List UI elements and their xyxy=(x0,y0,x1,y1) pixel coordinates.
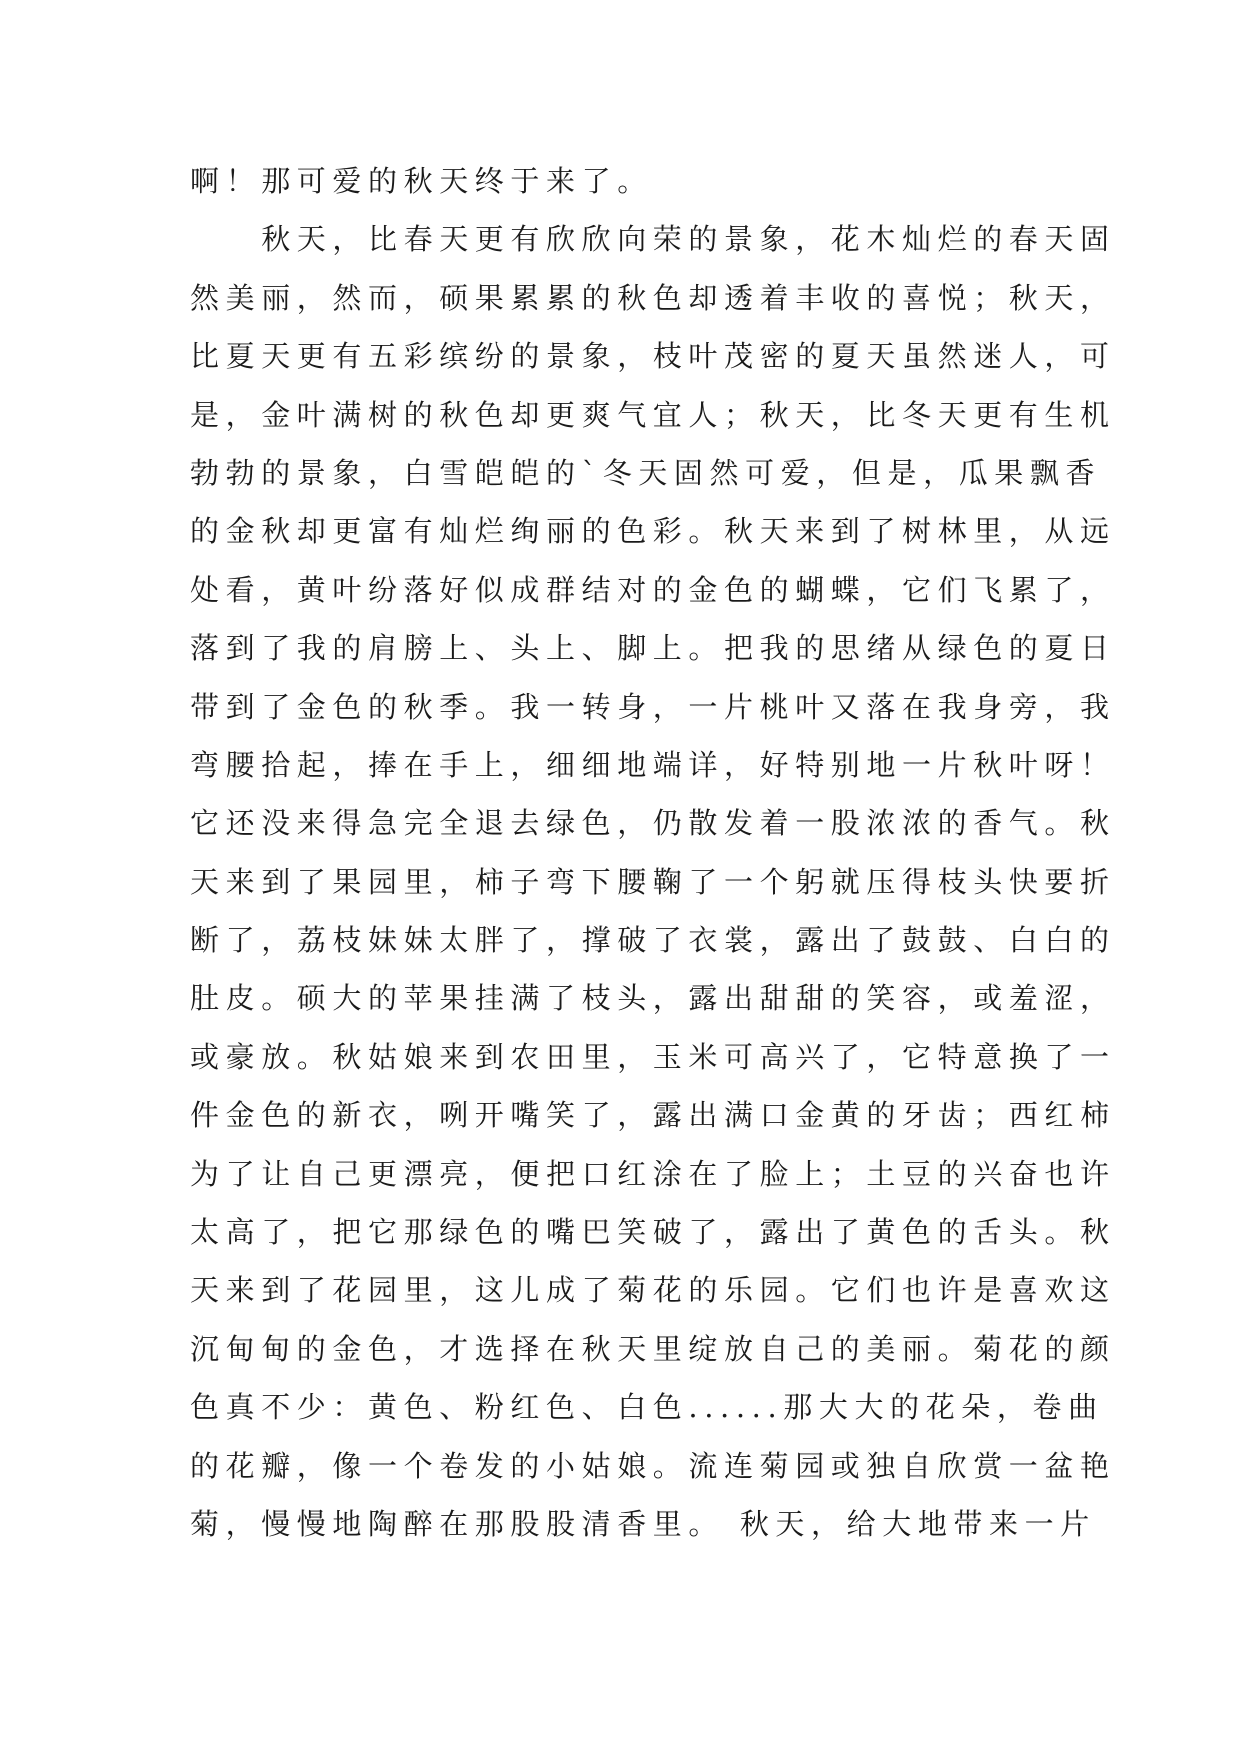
text-line: 是，金叶满树的秋色却更爽气宜人；秋天，比冬天更有生机 xyxy=(190,397,1116,432)
text-line: 然美丽，然而，硕果累累的秋色却透着丰收的喜悦；秋天， xyxy=(190,280,1116,315)
text-line: 菊，慢慢地陶醉在那股股清香里。 秋天，给大地带来一片 xyxy=(190,1506,1096,1541)
text-line: 太高了，把它那绿色的嘴巴笑破了，露出了黄色的舌头。秋 xyxy=(190,1215,1116,1250)
text-line: 肚皮。硕大的苹果挂满了枝头，露出甜甜的笑容，或羞涩， xyxy=(190,981,1116,1016)
text-line: 弯腰拾起，捧在手上，细细地端详，好特别地一片秋叶呀！ xyxy=(190,747,1116,782)
text-line: 或豪放。秋姑娘来到农田里，玉米可高兴了，它特意换了一 xyxy=(190,1039,1116,1074)
text-line: 它还没来得急完全退去绿色，仍散发着一股浓浓的香气。秋 xyxy=(190,806,1116,841)
text-line: 秋天，比春天更有欣欣向荣的景象，花木灿烂的春天固 xyxy=(190,222,1116,257)
text-line: 带到了金色的秋季。我一转身，一片桃叶又落在我身旁，我 xyxy=(190,689,1116,724)
text-line: 的花瓣，像一个卷发的小姑娘。流连菊园或独自欣赏一盆艳 xyxy=(190,1448,1116,1483)
text-line: 勃勃的景象，白雪皑皑的`冬天固然可爱，但是，瓜果飘香 xyxy=(190,455,1102,490)
text-line: 比夏天更有五彩缤纷的景象，枝叶茂密的夏天虽然迷人，可 xyxy=(190,339,1116,374)
text-line: 沉甸甸的金色，才选择在秋天里绽放自己的美丽。菊花的颜 xyxy=(190,1331,1116,1366)
text-line: 啊！那可爱的秋天终于来了。 xyxy=(190,164,653,198)
text-line: 件金色的新衣，咧开嘴笑了，露出满口金黄的牙齿；西红柿 xyxy=(190,1098,1116,1133)
text-line: 断了，荔枝妹妹太胖了，撑破了衣裳，露出了鼓鼓、白白的 xyxy=(190,923,1116,958)
text-line: 色真不少：黄色、粉红色、白色......那大大的花朵，卷曲 xyxy=(190,1390,1104,1425)
text-line: 为了让自己更漂亮，便把口红涂在了脸上；土豆的兴奋也许 xyxy=(190,1156,1116,1191)
text-line: 处看，黄叶纷落好似成群结对的金色的蝴蝶，它们飞累了， xyxy=(190,572,1116,607)
essay-body xyxy=(190,152,1116,1553)
text-line: 天来到了果园里，柿子弯下腰鞠了一个躬就压得枝头快要折 xyxy=(190,864,1116,899)
text-line: 的金秋却更富有灿烂绚丽的色彩。秋天来到了树林里，从远 xyxy=(190,514,1116,549)
text-line: 落到了我的肩膀上、头上、脚上。把我的思绪从绿色的夏日 xyxy=(190,631,1116,666)
text-line: 天来到了花园里，这儿成了菊花的乐园。它们也许是喜欢这 xyxy=(190,1273,1116,1308)
